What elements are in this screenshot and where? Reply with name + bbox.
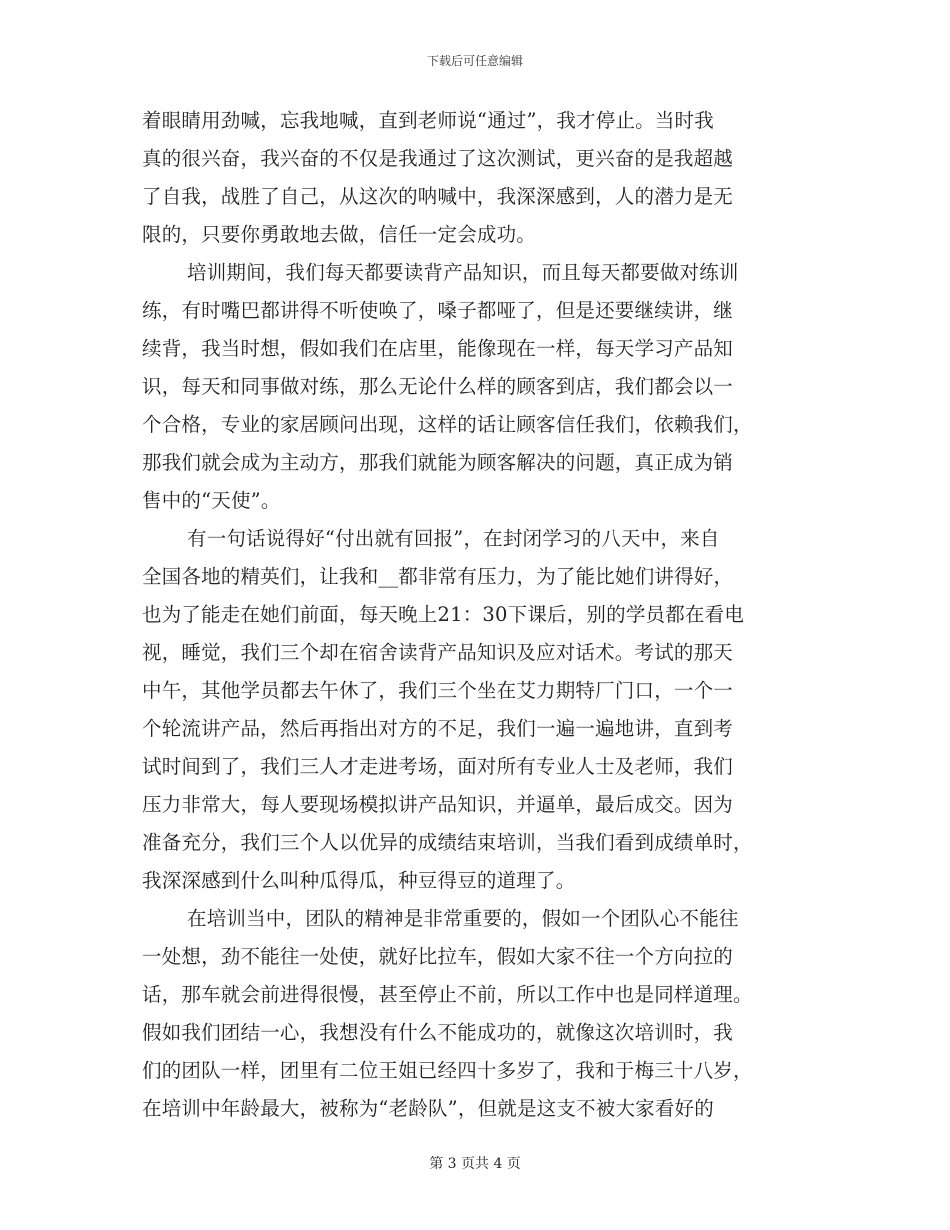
text-line: 练，有时嘴巴都讲得不听使唤了，嗓子都哑了，但是还要继续讲，继 — [142, 299, 734, 322]
page-footer: 第 3 页共 4 页 — [429, 1156, 521, 1172]
text-line: 压力非常大，每人要现场模拟讲产品知识，并逼单，最后成交。因为 — [142, 793, 734, 816]
document-body — [142, 102, 802, 1128]
text-line: 着眼睛用劲喊，忘我地喊，直到老师说“通过”，我才停止。当时我 — [142, 109, 714, 132]
text-line: 中午，其他学员都去午休了，我们三个坐在艾力期特厂门口，一个一 — [142, 679, 734, 702]
text-line: 我深深感到什么叫种瓜得瓜，种豆得豆的道理了。 — [142, 869, 576, 892]
text-line: 售中的“天使”。 — [142, 489, 281, 512]
text-line: 续背，我当时想，假如我们在店里，能像现在一样，每天学习产品知 — [142, 337, 734, 360]
text-line: 了自我，战胜了自己，从这次的呐喊中，我深深感到，人的潜力是无 — [142, 185, 734, 208]
text-line: 真的很兴奋，我兴奋的不仅是我通过了这次测试，更兴奋的是我超越 — [142, 147, 734, 170]
text-line: 个合格，专业的家居顾问出现，这样的话让顾客信任我们，依赖我们， — [142, 413, 753, 436]
text-line: 限的，只要你勇敢地去做，信任一定会成功。 — [142, 223, 537, 246]
paragraph-first-line: 有一句话说得好“付出就有回报”，在封闭学习的八天中，来自 — [187, 527, 720, 550]
text-line: 也为了能走在她们前面，每天晚上21：30下课后，别的学员都在看电 — [142, 603, 745, 626]
text-line: 全国各地的精英们，让我和__都非常有压力，为了能比她们讲得好， — [142, 565, 734, 588]
text-line: 那我们就会成为主动方，那我们就能为顾客解决的问题，真正成为销 — [142, 451, 734, 474]
paragraph-first-line: 在培训当中，团队的精神是非常重要的，假如一个团队心不能往 — [187, 907, 739, 930]
text-line: 试时间到了，我们三人才走进考场，面对所有专业人士及老师，我们 — [142, 755, 734, 778]
text-line: 识，每天和同事做对练，那么无论什么样的顾客到店，我们都会以一 — [142, 375, 734, 398]
text-line: 个轮流讲产品，然后再指出对方的不足，我们一遍一遍地讲，直到考 — [142, 717, 734, 740]
text-line: 话，那车就会前进得很慢，甚至停止不前，所以工作中也是同样道理。 — [142, 983, 753, 1006]
page-header: 下载后可任意编辑 — [426, 54, 523, 68]
text-line: 视，睡觉，我们三个却在宿舍读背产品知识及应对话术。考试的那天 — [142, 641, 734, 664]
text-line: 一处想，劲不能往一处使，就好比拉车，假如大家不往一个方向拉的 — [142, 945, 734, 968]
text-line: 准备充分，我们三个人以优异的成绩结束培训，当我们看到成绩单时， — [142, 831, 753, 854]
text-line: 在培训中年龄最大，被称为“老龄队”，但就是这支不被大家看好的 — [142, 1097, 714, 1120]
paragraph-first-line: 培训期间，我们每天都要读背产品知识，而且每天都要做对练训 — [187, 261, 739, 284]
text-line: 们的团队一样，团里有二位王姐已经四十多岁了，我和于梅三十八岁， — [142, 1059, 753, 1082]
text-line: 假如我们团结一心，我想没有什么不能成功的，就像这次培训时，我 — [142, 1021, 734, 1044]
